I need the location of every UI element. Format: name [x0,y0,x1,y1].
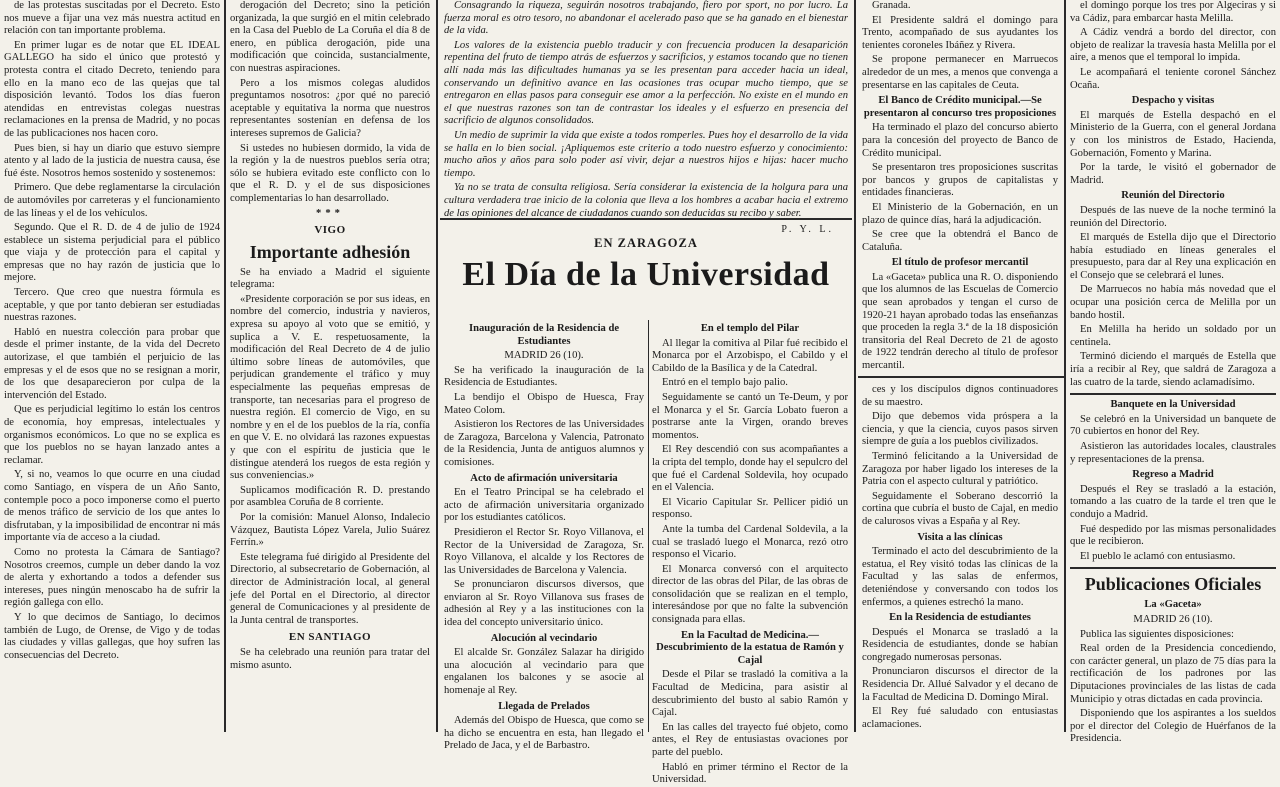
paragraph: Habló en primer término el Rector de la Universidad. [652,761,848,786]
paragraph: Por la tarde, le visitó el gobernador de Madrid. [1070,162,1276,186]
col2-paragraphs-bottom [230,647,430,672]
horizontal-rule [1070,567,1276,569]
paragraph: El alcalde Sr. González Salazar ha dirigido una alocución al vecindario para que engalanen los balcones y se asocie al homenaje al Rey. [444,647,644,697]
horizontal-rule [858,376,1066,378]
dateline: MADRID 26 (10). [504,350,584,362]
dateline: MADRID 26 (10). [1133,613,1213,625]
paragraph: Se ha enviado a Madrid el siguiente telegrama: [230,266,430,291]
column-rule [1064,0,1066,732]
column-rule [224,0,226,732]
paragraph: En el Teatro Principal se ha celebrado el acto de afirmación universitaria organizado por los estudiantes católicos. [444,487,644,524]
paragraph: Se cree que la obtendrá el Banco de Cataluña. [862,229,1058,253]
paragraph: Seguidamente se cantó un Te-Deum, y por el Monarca y el Sr. García Lobato fueron a postrarse ante la Virgen, orando breves momentos. [652,391,848,441]
paragraph: Los valores de la existencia pueblo traducir y con frecuencia producen la desaparición repentina del fruto de tiempo atrás de esfuerzos y sacrificios, y estamos tocando que no tienen allí nada más las dificultades humanas ya se les presentan para acceder hacia un ideal, conservando un definitivo avance en las ocasiones tras ocupar mucho tiempo, que se entregaron en ellas pasos para conseguir ese amor a la perfección. No existe en el mundo en el que nuestras razones son tan de contrastar los ideales y el esfuerzo en presencia del sacrificio de algunos consolidados. [444,39,848,127]
horizontal-rule [1070,393,1276,395]
paragraph: Primero. Que debe reglamentarse la circulación de automóviles por carreteras y el funcionamiento de las líneas y el de los vehículos. [4,182,220,219]
signature: P. Y. L. [781,224,834,236]
column-4-top [862,0,1058,370]
paragraph: La bendijo el Obispo de Huesca, Fray Mateo Colom. [444,391,644,416]
subhead: Visita a las clínicas [917,531,1003,543]
paragraph: Pero a los mismos colegas aludidos preguntamos nosotros: ¿por qué no pareció aceptable y equitativa la norma que nuestros representantes sostenían en defensa de los intereses supremos de Galicia? [230,77,430,139]
col5-paragraphs-3 [1070,414,1276,466]
paragraph: Después el Monarca se trasladó a la Residencia de estudiantes, donde se habían congregado numerosas personas. [862,626,1058,663]
paragraph: «Presidente corporación se por sus ideas, en nombre del comercio, industria y navieros, expresa su apoyo al voto que se emitió, y suplica a V. E. respetuosamente, la modificación del Real Decreto de 4 de julio último sobre líneas de automóviles, que perjudican grandemente el tráfico y muy especialmente las pequeñas empresas de transporte, tan necesarias para el progreso de nuestra región. El comercio de Vigo, en su nombre y en el de los pueblos de la ría, confía en que V. E. no olvidará las razones expuestas y que con el espíritu de justicia que le distingue atenderá los ruegos de esta región y sus conveniencias.» [230,293,430,482]
paragraph: A Cádiz vendrá a bordo del director, con objeto de realizar la travesía hasta Melilla por el aire, a menos que el temporal lo impida. [1070,27,1276,64]
subhead: El Banco de Crédito municipal.—Se presentaron al concurso tres proposiciones [863,95,1057,119]
paragraph: Y, si no, veamos lo que ocurre en una ciudad como Santiago, en víspera de un Año Santo, contemple poco a poco imponerse como el puerto de menos tráfico de servicio de los que antes lo disfrutaban, y la imposibilidad de encontrar ni más importante vía de acceso a la ciudad. [4,469,220,544]
paragraph: Un medio de suprimir la vida que existe a todos romperles. Pues hoy el desarrollo de la vida se halla en lo bien social. ¡Apliquemos este criterio a todo nuestro esfuerzo y conocimiento: mucho años y años para solo poder así vivir, dejar a nuestros hijos e hijas: hacer mucho tiempo. [444,129,848,179]
section-heading-vigo: VIGO [314,224,346,237]
banner-headline: El Día de la Universidad [462,256,830,293]
col5-paragraphs-1 [1070,110,1276,188]
col4-paragraphs-2 [862,272,1058,373]
paragraph: el domingo porque los tres por Algeciras y si va Cádiz, para embarcar hasta Melilla. [1070,0,1276,24]
paragraph: Además del Obispo de Huesca, que como se ha dicho se encuentra en esta, han llegado el Prelado de Jaca, y el de Barbastro. [444,715,644,752]
paragraph: Pronunciaron discursos el director de la Residencia Dr. Allué Salvador y el decano de la Facultad de Medicina D. Domingo Miral. [862,666,1058,703]
paragraph: En las calles del trayecto fué objeto, como antes, el Rey de entusiastas ovaciones por parte del pueblo. [652,721,848,758]
paragraph: El Rey fué saludado con entusiastas aclamaciones. [862,706,1058,730]
col4-paragraphs-1 [862,122,1058,254]
paragraph: Fué despedido por las mismas personalidades que le recibieron. [1070,523,1276,548]
paragraph: Seguidamente el Soberano descorrió la cortina que cubría el busto de Cajal, en medio de calurosos vivas a España y al Rey. [862,490,1058,527]
paragraph: Se propone permanecer en Marruecos alrededor de un mes, a menos que convenga a presentarse en las capitales de Ceuta. [862,54,1058,91]
paragraph: Se celebró en la Universidad un banquete de 70 cubiertos en honor del Rey. [1070,413,1276,438]
col4b-paragraphs-3 [862,627,1058,732]
paragraph: Segundo. Que el R. D. de 4 de julio de 1924 establece un sistema perjudicial para el público que viaja y de protección para el capital y empresas que no hay razón de justicia que lo mejore. [4,222,220,284]
col3a-paragraphs-1 [444,365,644,470]
column-rule [648,320,649,732]
section-heading-santiago: EN SANTIAGO [288,631,372,644]
subhead: Llegada de Prelados [498,700,590,712]
paragraph: Este telegrama fué dirigido al Presidente del Directorio, al subsecretario de Gobernación, al director de Administración local, al general jefe del Portal en el Directorio, al director general de Comunicaciones y al presidente de la Junta central de transportes. [230,551,430,626]
paragraph: De Marruecos no había más novedad que el ocupar una posición cerca de Melilla por un bando hostil. [1070,284,1276,321]
paragraph: Tercero. Que creo que nuestra fórmula es aceptable, y que por tanto debieran ser estudiadas nuestras razones. [4,287,220,324]
col2-paragraphs-mid [230,267,430,628]
kicker-en-zaragoza: EN ZARAGOZA [594,236,698,250]
column-3b [652,320,848,786]
subhead: Inauguración de la Residencia de Estudiantes [468,323,620,347]
col1-paragraphs [4,0,220,662]
paragraph: Granada. [872,0,911,11]
paragraph: Pues bien, si hay un diario que estuvo siempre atento y al lado de la justicia de nuestra causa, ése fué éste. Nosotros hemos sostenido y sostenemos: [4,142,220,179]
paragraph: Se pronunciaron discursos diversos, que enviaron al Sr. Royo Villanova sus frases de adhesión al Rey y a las instituciones con la idea del concepto universitario único. [444,579,644,629]
paragraph: derogación del Decreto; sino la petición organizada, la que surgió en el mitin celebrado en la Casa del Pueblo de La Coruña el día 8 de enero, en pública derogación, pide una modificación que coincida, sustancialmente, con nuestras aspiraciones. [230,0,430,74]
paragraph: de las protestas suscitadas por el Decreto. Esto nos mueve a fijar una vez más nuestra actitud en relación con tan importante problema. [4,0,220,37]
paragraph: ces y los discípulos dignos continuadores de su maestro. [862,384,1058,408]
col5-paragraphs-top [1070,0,1276,92]
subhead: Acto de afirmación universitaria [470,472,618,484]
paragraph: Entró en el templo bajo palio. [662,377,788,389]
paragraph: Suplicamos modificación R. D. prestando por asamblea Coruña de 8 corriente. [230,484,430,509]
paragraph: Se presentaron tres proposiciones suscritas por bancos y grupos de capitalistas y entidades financieras. [862,162,1058,199]
paragraph: Al llegar la comitiva al Pilar fué recibido el Monarca por el Arzobispo, el Cabildo y el Cabildo de la Basílica y de la Catedral. [652,337,848,374]
paragraph: El Monarca conversó con el arquitecto director de las obras del Pilar, de las obras de consolidación que se realizan en el templo, interesándose por que no falte la subvención consignada para ellas. [652,563,848,626]
paragraph: Ya no se trata de consulta religiosa. Sería considerar la existencia de la holgura para una cultura verdadera trae inicio de la colonia que lleva a los hombres a acabar hacia el extremo de las opiniones del alcance de ciudadanos cuando son deducidas su recibo y saber. [444,182,848,219]
paragraph: La «Gaceta» publica una R. O. disponiendo que los alumnos de las Escuelas de Comercio que sean aprobados y tengan el curso de 1920-21 hayan aprobado todas las enseñanzas que proceden la regla 3.ª de la 18 disposición transitoria del Real Decreto de 21 de agosto de 1922 tendrán derecho al título de profesor mercantil. [862,271,1058,372]
paragraph: Terminó diciendo el marqués de Estella que iría a recibir al Rey, que saldrá de Zaragoza a las cuatro de la tarde, siendo aclamadísimo. [1070,351,1276,388]
paragraph: Como no protesta la Cámara de Santiago? Nosotros creemos, cumple un deber dando la voz de alerta y exhortando a todos a defender sus intereses, pues ningún menoscabo ha de sufrir la región gallega con ello. [4,546,220,609]
paragraph: Habló en nuestra colección para probar que desde el primer instante, de la vida del Decreto autorizase, el que también el perjuicio de las empresas y el de esos que no se resignan a morir, de los que desaparecieron por culpa de la intervención del Estado. [4,326,220,401]
subhead: Reunión del Directorio [1121,190,1225,202]
subhead: Despacho y visitas [1131,95,1215,107]
subhead: El título de profesor mercantil [891,257,1029,269]
banner-block [440,236,852,295]
column-4-bottom [862,384,1058,732]
col5-paragraphs-5 [1070,629,1276,746]
col2-paragraphs-top [230,0,430,206]
subhead: En el templo del Pilar [700,323,800,334]
paragraph: Y lo que decimos de Santiago, lo decimos también de Lugo, de Orense, de Vigo y de todas las ciudades y villas gallegas, que hoy sufren las consecuencias del Decreto. [4,611,220,661]
column-1 [4,0,220,732]
col3-paragraphs-top [444,0,848,220]
col3a-paragraphs-4 [444,715,644,753]
paragraph: El pueblo le aclamó con entusiasmo. [1080,550,1236,562]
subhead: En la Residencia de estudiantes [889,612,1031,624]
subhead: En la Facultad de Medicina.—Descubrimiento de la estatua de Ramón y Cajal [656,629,844,666]
paragraph: Terminado el acto del descubrimiento de la estatua, el Rey visitó todas las clínicas de la Facultad y las salas de enfermos, deteniéndose y conversando con todos los enfermos, a quienes estrechó la mano. [862,546,1058,608]
paragraph: Se ha verificado la inauguración de la Residencia de Estudiantes. [444,364,644,389]
horizontal-rule [440,218,852,220]
paragraph: Presidieron el Rector Sr. Royo Villanova, el Rector de la Universidad de Zaragoza, Sr. Royo Villanova, el alcalde y los Rectores de las Universidades de Barcelona y Valencia. [444,526,644,576]
paragraph: Ha terminado el plazo del concurso abierto para la concesión del proyecto de Banco de Crédito municipal. [862,122,1058,159]
col3b-paragraphs-1 [652,338,848,627]
subhead: Alocución al vecindario [490,632,598,644]
paragraph: Si ustedes no hubiesen dormido, la vida de la región y la de nuestros pueblos sería otra; sólo se hubiera evitado este conflicto con lo que el R. D. y el de sus disposiciones complementarias lo han desarrollado. [230,142,430,204]
paragraph: El Ministerio de la Gobernación, en un plazo de quince días, hará la adjudicación. [862,201,1058,226]
paragraph: El Rey descendió con sus acompañantes a la cripta del templo, donde hay el sepulcro del que fué el Cardenal Soldevila, hoy ocupado en el Valencia. [652,444,848,494]
paragraph: El Vicario Capitular Sr. Pellicer pidió un responso. [652,496,848,521]
subhead: Regreso a Madrid [1132,469,1214,481]
column-3-top [444,0,848,236]
paragraph: Le acompañará el teniente coronel Sánchez Ocaña. [1070,66,1276,91]
headline-publicaciones-oficiales: Publicaciones Oficiales [1084,574,1262,595]
paragraph: Asistieron las autoridades locales, claustrales y representaciones de la prensa. [1070,441,1276,465]
col3a-paragraphs-2 [444,487,644,630]
paragraph: El marqués de Estella dijo que el Directorio había estudiado en líneas generales el presupuesto, para dar al Rey una explicación en el Consejo que se celebrará el lunes. [1070,232,1276,281]
headline-importante-adhesion: Importante adhesión [249,241,411,262]
column-rule [854,0,856,732]
paragraph: El marqués de Estella despachó en el Ministerio de la Guerra, con el general Jordana y con los ministros de Estado, Hacienda, Gobernación, Fomento y Marina. [1070,109,1276,159]
subhead-gaceta: La «Gaceta» [1144,599,1202,611]
column-5 [1070,0,1276,745]
paragraph: Por la comisión: Manuel Alonso, Indalecio Vázquez, Bautista López Varela, Julio Suárez Ferrín.» [230,511,430,549]
separator-stars: *** [316,207,344,219]
paragraph: Consagrando la riqueza, seguirán nosotros trabajando, fiero por sport, no por lucro. La fuerza moral es otro tesoro, no abandonar el acelerado paso que se ha ganado en el bienestar de la vida. [444,0,848,37]
paragraph: Después de las nueve de la noche terminó la reunión del Directorio. [1070,204,1276,229]
paragraph: Asistieron los Rectores de las Universidades de Zaragoza, Barcelona y Valencia, Patronato de la Residencia, Junta de antiguos alumnos y comisiones. [444,419,644,468]
col4b-paragraphs-2 [862,546,1058,609]
paragraph: El Presidente saldrá el domingo para Trento, acompañado de sus ayudantes los tenientes coroneles Ibáñez y Rivera. [862,14,1058,51]
paragraph: Ante la tumba del Cardenal Soldevila, a la cual se trasladó luego el Monarca, rezó otro responso el Vicario. [652,523,848,561]
col3b-paragraphs-2 [652,669,848,786]
paragraph: Desde el Pilar se trasladó la comitiva a la Facultad de Medicina, para asistir al descubrimiento del busto al sabio Ramón y Cajal. [652,669,848,719]
paragraph: Terminó felicitando a la Universidad de Zaragoza por haber ligado los intereses de la Patria con el aspecto cultural y patriótico. [862,450,1058,488]
col5-paragraphs-2 [1070,205,1276,389]
column-2 [230,0,430,732]
paragraph: En Melilla ha herido un soldado por un centinela. [1070,324,1276,348]
paragraph: Real orden de la Presidencia concediendo, con carácter general, un plazo de 75 días para la rectificación de los padrones por las Diputaciones provinciales de las listas de cada Municipio y otras dictadas en cada provincia. [1070,643,1276,705]
subhead: Banquete en la Universidad [1110,399,1236,411]
paragraph: Se ha celebrado una reunión para tratar del mismo asunto. [230,646,430,671]
column-rule [436,0,438,732]
paragraph: En primer lugar es de notar que EL IDEAL GALLEGO ha sido el único que protestó y protesta contra el citado Decreto, teniendo para ello en la mano eco de las quejas que tal disposición levantó. Todos los días fueron atendidas en entrevistas colegas nuestras reclamaciones en la prensa de Madrid, y no pocas de las publicaciones nos hacen coro. [4,39,220,139]
paragraph: Que es perjudicial legítimo lo están los centros de economía, hoy empresas, intelectuales y organismos económicos. Lo que no se explica es que los pueblos no se hayan lanzado antes a reclamar. [4,404,220,466]
col4-paragraphs-top [862,0,1058,92]
paragraph: Después el Rey se trasladó a la estación, tomando a las cuatro de la tarde el tren que le condujo a Madrid. [1070,483,1276,520]
paragraph: Disponiendo que los aspirantes a los sueldos por el director del Colegio de Huérfanos de la Presidencia. [1070,708,1276,745]
col4b-paragraphs-1 [862,384,1058,529]
paragraph: Publica las siguientes disposiciones: [1080,628,1234,640]
paragraph: Dijo que debemos vida próspera a la ciencia, y que la ciencia, cuyos pasos sirven siempre de guía a los pueblos civilizados. [862,411,1058,448]
column-3a [444,320,644,752]
col3a-paragraphs-3 [444,647,644,697]
col5-paragraphs-4 [1070,484,1276,564]
